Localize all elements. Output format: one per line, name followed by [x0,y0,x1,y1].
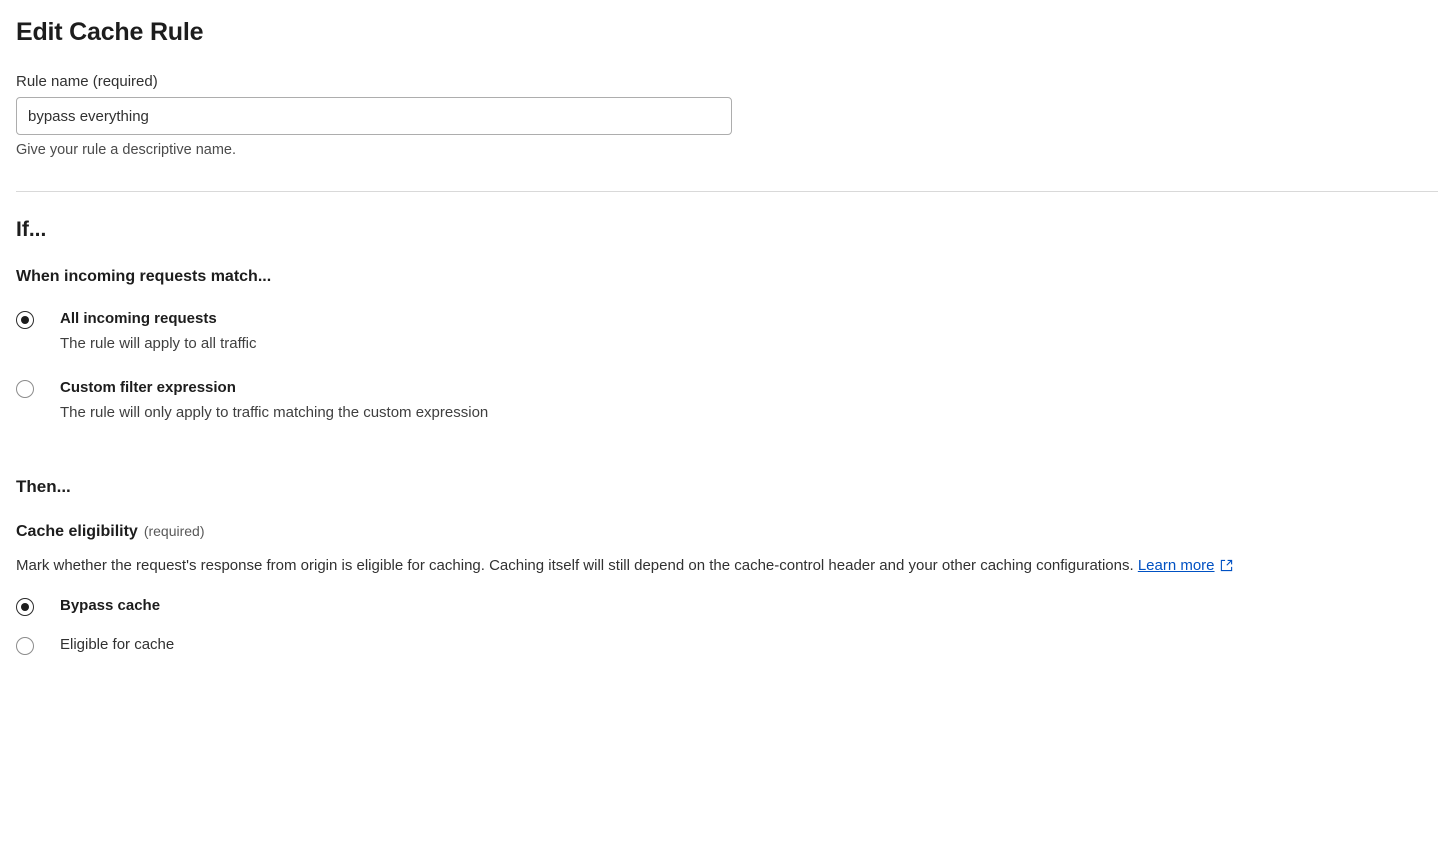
cache-eligibility-description-text: Mark whether the request's response from origin is eligible for caching. Caching itself will still depend on the cache-control header and your other caching configurations. [16,556,1134,574]
radio-desc-custom-filter-expression: The rule will only apply to traffic matching the custom expression [60,404,489,421]
page-title: Edit Cache Rule [16,18,204,46]
radio-option-all-incoming-requests[interactable] [16,310,1438,353]
cache-eligibility-required-tag: (required) [143,522,205,539]
radio-icon-custom-filter-expression[interactable] [16,380,34,398]
if-section-heading: If... [16,218,47,241]
rule-name-help-text: Give your rule a descriptive name. [16,142,237,158]
learn-more-link[interactable]: Learn more [1137,556,1215,574]
cache-eligibility-description [16,555,1436,579]
cache-eligibility-label [16,523,1438,541]
rule-name-label: Rule name (required) [16,73,158,90]
radio-option-eligible-for-cache[interactable] [16,636,1438,655]
radio-label-eligible-for-cache: Eligible for cache [60,636,175,654]
rule-name-field-group [16,73,1438,158]
radio-icon-bypass-cache[interactable] [16,598,34,616]
radio-label-bypass-cache: Bypass cache [60,597,161,615]
cache-eligibility-label-text: Cache eligibility [16,522,138,540]
radio-option-bypass-cache[interactable] [16,597,1438,616]
then-spacer [16,423,1438,477]
radio-label-all-incoming-requests: All incoming requests [60,310,217,327]
radio-icon-eligible-for-cache[interactable] [16,637,34,655]
external-link-icon[interactable] [1220,557,1233,579]
radio-label-custom-filter-expression: Custom filter expression [60,379,236,397]
if-section-subheading: When incoming requests match... [16,268,272,285]
radio-option-custom-filter-expression[interactable] [16,379,1438,422]
then-section-heading: Then... [16,476,71,496]
cache-eligibility-radio-group [16,597,1438,655]
incoming-requests-radio-group [16,310,1438,423]
radio-desc-all-incoming-requests: The rule will apply to all traffic [60,334,257,352]
radio-icon-all-incoming-requests[interactable] [16,311,34,329]
section-divider [16,191,1438,192]
rule-name-input[interactable] [16,97,732,135]
